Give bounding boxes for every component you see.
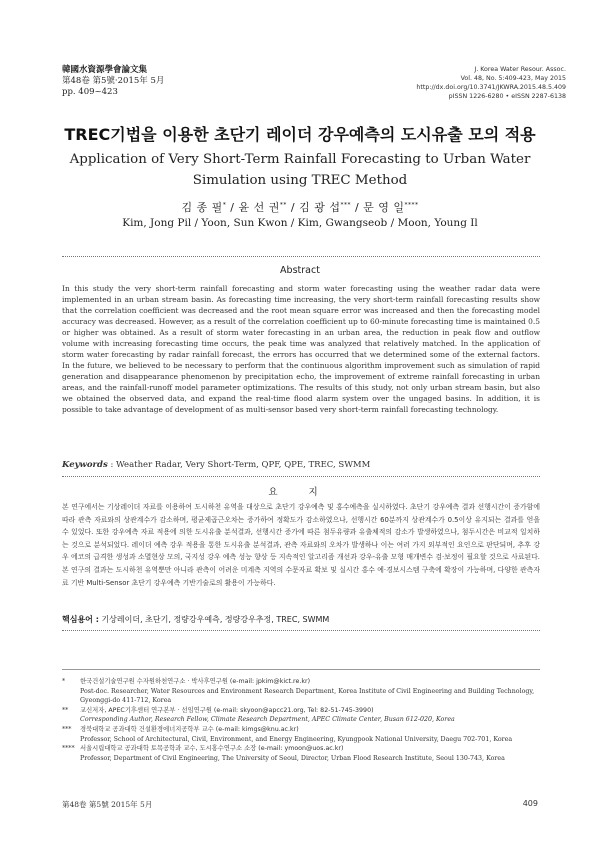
footnote-mark: ** [62,706,69,714]
footnote-1 [62,677,540,706]
abstract-keywords [62,460,540,470]
footnote-mark: *** [62,725,72,733]
keywords-label: Keywords [62,460,108,470]
summary-keywords-list: 기상레이더, 초단기, 정량강우예측, 정량강우추정, TREC, SWMM [101,615,330,624]
footnote-affiliation-ko: 서울시립대학교 공과대학 토목공학과 교수, 도시홍수연구소 소장 (e-mail: ymoon@uos.ac.kr) [80,745,344,753]
footnote-affiliation-en: Professor, Department of Civil Engineering, The University of Seoul, Director, Urban Flood Research Institute, Seoul 130-743, Korea [80,754,505,762]
footnote-affiliation-en: Professor, School of Architectural, Civil, Environment, and Energy Engineering, Kyungpook National University, Daegu 702-701, Korea [80,735,513,743]
doi-link[interactable]: http://dx.doi.org/10.3741/JKWRA.2015.48.5.409 [416,84,566,91]
author-separator: / [226,201,239,214]
footnote-affiliation-en: Corresponding Author, Research Fellow, Climate Research Department, APEC Climate Center, Busan 612-020, Korea [80,716,455,724]
author-separator: / [350,201,364,214]
journal-header-en [416,65,566,101]
summary-bottom-divider [62,630,540,631]
footnote-4 [62,744,540,763]
authors-english: Kim, Jong Pil / Yoon, Sun Kwon / Kim, Gwangseob / Moon, Young Il [122,217,478,229]
footnote-2 [62,706,540,725]
page-number: 409 [522,799,538,808]
author-1-name: 김 종 필 [181,201,223,214]
title-english: Application of Very Short-Term Rainfall Forecasting to Urban Water Simulation using TREC Method [69,152,531,188]
journal-name-en: J. Korea Water Resour. Assoc. [474,66,566,73]
footnote-affiliation-en: Post-doc. Researcher, Water Resources and Environment Research Department, Korea Institute of Civil Engineering and Building Technology, Gyeonggi-do 411-712, Korea [80,687,535,705]
author-footnotes [62,677,540,763]
summary-heading: 요 지 [268,487,332,498]
summary-keywords-label: 핵심용어 : [62,615,99,624]
abstract-bottom-divider [62,476,540,477]
footnote-divider [62,669,540,670]
issn: pISSN 1226-6280 • eISSN 2287-6138 [448,93,566,100]
volume-ko: 第48卷 第5號·2015年 5月 [62,76,165,86]
summary-keywords [62,614,540,625]
footnote-mark: **** [62,745,75,753]
page-range: pp. 409~423 [62,87,118,97]
author-4-mark: **** [404,201,419,209]
keywords-list: : Weather Radar, Very Short-Term, QPF, QPE, TREC, SWMM [110,460,371,470]
abstract-text: In this study the very short-term rainfall forecasting and storm water forecasting using the weather radar data were implemented in an urban stream basin. As forecasting time increasing, the very short-term rainfall forecasting results show that the correlation coefficient was decreased and the root mean square error was increased and then the forecasting model accuracy was decreased. However, as a result of the correlation coefficient up to 60-minute forecasting time is maintained 0.5 or higher was obtained. As a result of storm water forecasting in an urban area, the reduction in peak flow and outflow volume with increasing forecasting time occurs, the peak time was analyzed that relatively matched. In the application of storm water forecasting by radar rainfall forecast, the errors has occurred that we determined some of the external factors. In the future, we believed to be necessary to perform that the continuous algorithm improvement such as simulation of rapid generation and disappearance phenomenon by precipitation echo, the improvement of extreme rainfall forecasting in urban areas, and the rainfall-runoff model parameter optimizations. The results of this study, not only urban stream basin, but also we obtained the observed data, and expand the real-time flood alarm system over the ungaged basins. In addition, it is possible to take advantage of development of as multi-sensor based very short-term rainfall forecasting technology. [62,284,540,414]
author-4-name: 문 영 일 [363,201,405,214]
author-3-name: 김 광 섭 [299,201,341,214]
author-2-name: 윤 선 권 [238,201,280,214]
authors-korean [0,199,600,215]
author-3-mark: *** [340,201,351,209]
journal-header-ko [62,65,164,98]
journal-name-ko: 韓國水資源學會論文集 [62,65,148,75]
abstract-top-divider [62,256,540,257]
author-separator: / [286,201,300,214]
summary-text: 본 연구에서는 기상레이더 자료를 이용하여 도시하천 유역을 대상으로 초단기 강우예측 및 홍수예측을 실시하였다. 초단기 강우예측 결과 선행시간이 증가함에 따라 관측 자료와의 상관계수가 감소하며, 평균제곱근오차는 증가하여 정확도가 감소하였으나, 선행시간 60분까지 상관계수가 0.5이상 유지되는 결과를 얻을 수 있었다. 또한 강우예측 자료 적용에 의한 도시유출 분석결과, 선행시간 증가에 따른 첨두유량과 유출체적의 감소가 발생하였으나, 첨두시간은 비교적 일치하는 것으로 분석되었다. 레이더 예측 강우 적용을 통한 도시유출 분석결과, 관측 자료와의 오차가 발생하나 이는 여러 가지 외부적인 요인으로 판단되며, 추후 강우 에코의 급격한 생성과 소멸현상 모의, 국지성 강우 예측 성능 향상 등 지속적인 알고리즘 개선과 강우-유출 모형 매개변수 검·보정이 필요할 것으로 사료된다. 본 연구의 결과는 도시하천 유역뿐만 아니라 관측이 어려운 미계측 지역의 수문자료 확보 및 실시간 홍수 예·경보시스템 구축에 확장이 가능하며, 다양한 관측자료 기반 Multi-Sensor 초단기 강우예측 기반기술로의 활용이 가능하다. [62,503,540,587]
footnote-mark: * [62,678,66,685]
footer-volume: 第48卷 第5號 2015年 5月 [62,800,153,809]
title-korean: TREC기법을 이용한 초단기 레이더 강우예측의 도시유출 모의 적용 [64,125,536,144]
abstract-heading: Abstract [280,265,320,276]
footnote-affiliation-ko: 경북대학교 공과대학 건설환경에너지공학부 교수 (e-mail: kimgs@knu.ac.kr) [80,725,299,733]
footnote-3 [62,725,540,744]
volume-en: Vol. 48, No. 5:409-423, May 2015 [460,75,566,82]
author-2-mark: ** [279,201,287,209]
footnote-affiliation-ko: 한국건설기술연구원 수자원하천연구소 · 박사후연구원 (e-mail: jpkim@kict.re.kr) [80,678,311,685]
author-1-mark: * [222,201,227,209]
footnote-affiliation-ko: 교신저자, APEC기후센터 연구본부 · 선임연구원 (e-mail: skyoon@apcc21.org, Tel: 82-51-745-3990) [80,706,374,714]
